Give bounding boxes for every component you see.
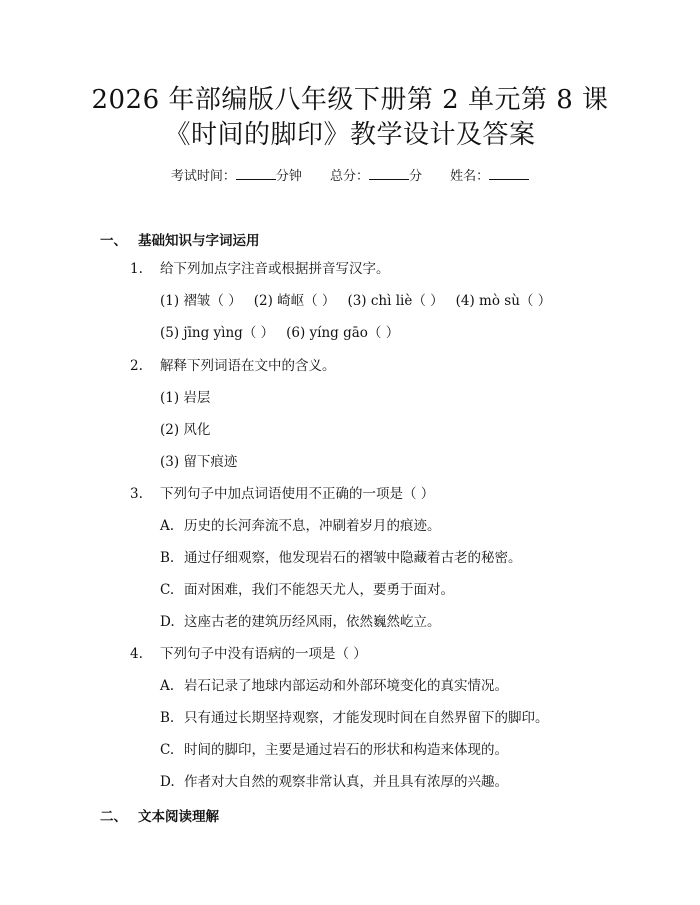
section-1-number: 一、 (100, 233, 127, 249)
q4-option-b-letter: B. (160, 710, 175, 726)
q3-option-d-text: 这座古老的建筑历经风雨，依然巍然屹立。 (184, 614, 441, 630)
q1-item-6: (6) yíng gāo（ ） (286, 325, 400, 341)
q3-option-a (160, 516, 441, 536)
q1-item-2: (2) 崎岖（ ） (253, 293, 336, 309)
q4-option-b (160, 708, 549, 728)
question-1-text: 给下列加点字注音或根据拼音写汉字。 (160, 261, 390, 277)
q4-option-d (160, 772, 508, 792)
exam-time-unit: 分钟 (275, 169, 302, 184)
question-4-number: 4. (130, 646, 143, 662)
exam-score-label: 总分： (329, 169, 369, 184)
question-4 (130, 644, 367, 664)
exam-name-label: 姓名： (450, 169, 490, 184)
q1-items-row1 (160, 291, 551, 311)
q1-items-row2 (160, 323, 399, 343)
q3-option-d-letter: D. (160, 614, 175, 630)
question-3-number: 3. (130, 486, 143, 502)
section-1-heading (100, 229, 260, 249)
question-3 (130, 484, 434, 504)
exam-time (171, 169, 302, 184)
section-2-heading (100, 805, 219, 825)
exam-score (330, 169, 422, 184)
exam-name (450, 169, 529, 184)
q1-item-1: (1) 褶皱（ ） (160, 293, 242, 309)
q2-item-2: (2) 风化 (160, 422, 211, 438)
q1-item-4: (4) mò sù（ ） (455, 293, 552, 309)
exam-name-blank (489, 167, 529, 180)
q3-option-a-text: 历史的长河奔流不息，冲刷着岁月的痕迹。 (184, 518, 441, 534)
section-2-title: 文本阅读理解 (138, 809, 219, 825)
question-1 (130, 259, 390, 279)
exam-score-unit: 分 (409, 169, 423, 184)
doc-title-line2: 《时间的脚印》教学设计及答案 (164, 120, 536, 150)
q1-item-5: (5) jīng yìng（ ） (160, 325, 275, 341)
question-4-text: 下列句子中没有语病的一项是（ ） (160, 646, 367, 662)
q3-option-d (160, 612, 441, 632)
q4-option-d-text: 作者对大自然的观察非常认真，并且具有浓厚的兴趣。 (184, 774, 508, 790)
doc-title-line1: 2026 年部编版八年级下册第 2 单元第 8 课 (91, 85, 609, 115)
q3-option-c-text: 面对困难，我们不能怨天尤人，要勇于面对。 (184, 582, 454, 598)
section-2-number: 二、 (100, 809, 127, 825)
question-2-number: 2. (130, 358, 143, 374)
question-2 (130, 356, 336, 376)
q1-item-3: (3) chì liè（ ） (347, 293, 444, 309)
q3-option-c-letter: C. (160, 582, 175, 598)
q3-option-b-letter: B. (160, 550, 175, 566)
exam-time-label: 考试时间： (170, 169, 236, 184)
exam-score-blank (369, 167, 409, 180)
q4-option-c-text: 时间的脚印，主要是通过岩石的形状和构造来体现的。 (184, 742, 508, 758)
q4-option-b-text: 只有通过长期坚持观察，才能发现时间在自然界留下的脚印。 (184, 710, 549, 726)
q2-item-1: (1) 岩层 (160, 390, 211, 406)
q3-option-b (160, 548, 522, 568)
question-2-text: 解释下列词语在文中的含义。 (160, 358, 336, 374)
question-3-text: 下列句子中加点词语使用不正确的一项是（ ） (160, 486, 435, 502)
exam-time-blank (236, 167, 276, 180)
q3-option-b-text: 通过仔细观察，他发现岩石的褶皱中隐藏着古老的秘密。 (184, 550, 522, 566)
section-1-title: 基础知识与字词运用 (138, 233, 260, 249)
q2-item-3: (3) 留下痕迹 (160, 454, 238, 470)
q4-option-d-letter: D. (160, 774, 175, 790)
q3-option-a-letter: A. (160, 518, 175, 534)
q4-option-a-letter: A. (160, 678, 175, 694)
q3-option-c (160, 580, 454, 600)
exam-info (0, 167, 700, 187)
q4-option-c (160, 740, 508, 760)
q4-option-a-text: 岩石记录了地球内部运动和外部环境变化的真实情况。 (184, 678, 508, 694)
q4-option-a (160, 676, 508, 696)
q4-option-c-letter: C. (160, 742, 175, 758)
question-1-number: 1. (130, 261, 143, 277)
